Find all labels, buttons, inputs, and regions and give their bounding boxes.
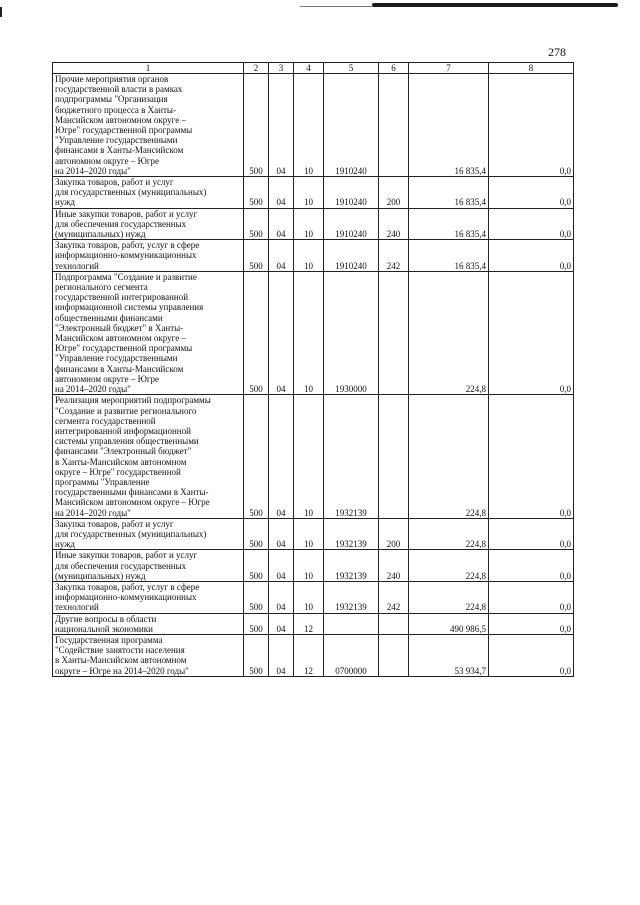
table-row	[53, 634, 574, 676]
scan-edge-mark	[372, 3, 618, 7]
cell-code-3: 04	[269, 395, 294, 518]
cell-expense-type	[379, 634, 409, 676]
row-description: Закупка товаров, работ и услуг для государственных (муниципальных) нужд	[53, 177, 244, 209]
cell-target-article: 1932139	[324, 550, 379, 582]
column-header: 3	[269, 63, 294, 74]
cell-target-article: 1910240	[324, 177, 379, 209]
page-number: 278	[548, 45, 566, 59]
cell-code-2: 500	[244, 634, 269, 676]
cell-amount: 224,8	[409, 518, 489, 550]
cell-expense-type: 242	[379, 240, 409, 272]
table-row	[53, 550, 574, 582]
cell-code-2: 500	[244, 613, 269, 634]
cell-code-4: 10	[294, 550, 324, 582]
cell-expense-type: 240	[379, 550, 409, 582]
cell-amount-2: 0,0	[489, 550, 574, 582]
cell-code-4: 10	[294, 240, 324, 272]
column-header: 4	[294, 63, 324, 74]
cell-amount-2: 0,0	[489, 634, 574, 676]
column-header: 8	[489, 63, 574, 74]
cell-code-3: 04	[269, 518, 294, 550]
cell-code-2: 500	[244, 518, 269, 550]
cell-code-4: 10	[294, 271, 324, 394]
table-row	[53, 208, 574, 240]
cell-code-3: 04	[269, 74, 294, 177]
cell-expense-type: 200	[379, 518, 409, 550]
cell-expense-type: 200	[379, 177, 409, 209]
cell-code-4: 10	[294, 177, 324, 209]
cell-amount-2: 0,0	[489, 240, 574, 272]
cell-code-3: 04	[269, 634, 294, 676]
row-description: Подпрограмма "Создание и развитие регионального сегмента государственной интегрированной информационной системы управления общественными финансами "Электронный бюджет" в Ханты- Мансийском автономном округе – Югре" государственной программы "Управление государственными финансами в Ханты-Мансийском автономном округе – Югре на 2014–2020 годы"	[53, 271, 244, 394]
column-header: 6	[379, 63, 409, 74]
cell-expense-type	[379, 74, 409, 177]
table-row	[53, 271, 574, 394]
column-header: 1	[53, 63, 244, 74]
cell-target-article: 1910240	[324, 208, 379, 240]
cell-code-3: 04	[269, 581, 294, 613]
cell-target-article: 1910240	[324, 240, 379, 272]
table-body	[53, 74, 574, 677]
cell-target-article	[324, 613, 379, 634]
cell-code-4: 10	[294, 581, 324, 613]
cell-code-3: 04	[269, 240, 294, 272]
cell-code-2: 500	[244, 208, 269, 240]
scan-margin-mark	[0, 7, 2, 17]
cell-code-4: 10	[294, 518, 324, 550]
cell-target-article: 1910240	[324, 74, 379, 177]
cell-amount: 224,8	[409, 581, 489, 613]
cell-code-4: 10	[294, 74, 324, 177]
cell-target-article: 0700000	[324, 634, 379, 676]
row-description: Реализация мероприятий подпрограммы "Создание и развитие регионального сегмента государственной интегрированной информационной системы управления общественными финансами "Электронный бюджет" в Ханты-Мансийском автономном округе – Югре" государственной программы "Управление государственными финансами в Ханты- Мансийском автономном округе – Югре на 2014–2020 годы"	[53, 395, 244, 518]
cell-code-2: 500	[244, 177, 269, 209]
cell-amount-2: 0,0	[489, 177, 574, 209]
table-row	[53, 395, 574, 518]
cell-code-3: 04	[269, 177, 294, 209]
cell-amount-2: 0,0	[489, 271, 574, 394]
cell-amount: 224,8	[409, 395, 489, 518]
cell-target-article: 1932139	[324, 518, 379, 550]
cell-code-4: 10	[294, 395, 324, 518]
column-header: 7	[409, 63, 489, 74]
cell-code-3: 04	[269, 271, 294, 394]
cell-code-2: 500	[244, 550, 269, 582]
cell-code-2: 500	[244, 581, 269, 613]
cell-amount-2: 0,0	[489, 613, 574, 634]
table-header-row	[53, 63, 574, 74]
table-row	[53, 518, 574, 550]
cell-expense-type	[379, 613, 409, 634]
cell-amount: 16 835,4	[409, 177, 489, 209]
cell-amount-2: 0,0	[489, 208, 574, 240]
scan-edge-line	[300, 6, 372, 7]
table-row	[53, 177, 574, 209]
row-description: Иные закупки товаров, работ и услуг для обеспечения государственных (муниципальных) нужд	[53, 550, 244, 582]
cell-code-2: 500	[244, 240, 269, 272]
cell-amount-2: 0,0	[489, 518, 574, 550]
cell-code-4: 12	[294, 634, 324, 676]
cell-amount: 16 835,4	[409, 240, 489, 272]
row-description: Прочие мероприятия органов государственной власти в рамках подпрограммы "Организация бюджетного процесса в Ханты- Мансийском автономном округе – Югре" государственной программы "Управление государственными финансами в Ханты-Мансийском автономном округе – Югре на 2014–2020 годы"	[53, 74, 244, 177]
row-description: Государственная программа "Содействие занятости населения в Ханты-Мансийском автономном округе – Югре на 2014–2020 годы"	[53, 634, 244, 676]
row-description: Закупка товаров, работ и услуг для государственных (муниципальных) нужд	[53, 518, 244, 550]
cell-amount: 224,8	[409, 550, 489, 582]
cell-amount: 53 934,7	[409, 634, 489, 676]
cell-amount-2: 0,0	[489, 74, 574, 177]
cell-expense-type: 240	[379, 208, 409, 240]
cell-expense-type	[379, 395, 409, 518]
budget-table	[52, 62, 574, 677]
cell-amount: 16 835,4	[409, 208, 489, 240]
row-description: Другие вопросы в области национальной экономики	[53, 613, 244, 634]
cell-code-3: 04	[269, 208, 294, 240]
table-row	[53, 581, 574, 613]
cell-target-article: 1930000	[324, 271, 379, 394]
cell-amount: 490 986,5	[409, 613, 489, 634]
cell-code-2: 500	[244, 271, 269, 394]
row-description: Закупка товаров, работ, услуг в сфере информационно-коммуникационных технологий	[53, 240, 244, 272]
cell-target-article: 1932139	[324, 395, 379, 518]
cell-code-3: 04	[269, 613, 294, 634]
cell-code-2: 500	[244, 395, 269, 518]
cell-code-4: 12	[294, 613, 324, 634]
cell-target-article: 1932139	[324, 581, 379, 613]
cell-amount: 224,8	[409, 271, 489, 394]
row-description: Иные закупки товаров, работ и услуг для обеспечения государственных (муниципальных) нужд	[53, 208, 244, 240]
cell-expense-type: 242	[379, 581, 409, 613]
row-description: Закупка товаров, работ, услуг в сфере информационно-коммуникационных технологий	[53, 581, 244, 613]
cell-expense-type	[379, 271, 409, 394]
cell-code-3: 04	[269, 550, 294, 582]
column-header: 5	[324, 63, 379, 74]
table-row	[53, 74, 574, 177]
cell-code-2: 500	[244, 74, 269, 177]
cell-amount-2: 0,0	[489, 395, 574, 518]
cell-amount: 16 835,4	[409, 74, 489, 177]
table-row	[53, 613, 574, 634]
cell-code-4: 10	[294, 208, 324, 240]
table-row	[53, 240, 574, 272]
cell-amount-2: 0,0	[489, 581, 574, 613]
column-header: 2	[244, 63, 269, 74]
